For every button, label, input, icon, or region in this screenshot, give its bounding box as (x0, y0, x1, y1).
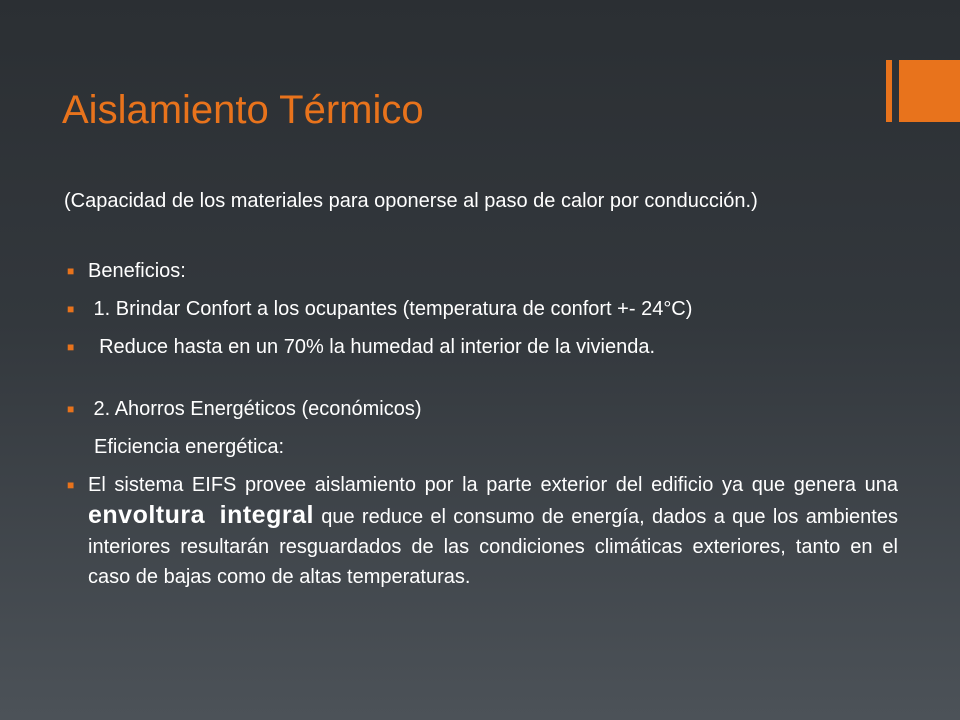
bullet-humidity (64, 332, 898, 362)
slide-title: Aislamiento Térmico (62, 88, 424, 132)
bullet-benefits (64, 256, 898, 286)
bullet-text: Beneficios: (88, 260, 186, 282)
intro-text: (Capacidad de los materiales para oponerse al paso de calor por conducción.) (64, 190, 758, 212)
bullet-text: Reduce hasta en un 70% la humedad al interior de la vivienda. (88, 336, 656, 358)
efficiency-label: Eficiencia energética: (94, 436, 285, 458)
eifs-text-part1: El sistema EIFS provee aislamiento por la parte exterior del edificio ya que genera una (88, 474, 898, 496)
bullet-text: 2. Ahorros Energéticos (económicos) (88, 398, 422, 420)
bullet-eifs (64, 470, 898, 592)
eifs-text-part2: que reduce el consumo de energía, dados a que los ambientes interiores resultarán resguardados de las condiciones climáticas exteriores, tanto en el caso de bajas como de altas temperaturas. (88, 506, 898, 588)
bullet-savings (64, 394, 898, 424)
eifs-emphasis-envoltura: envoltura (88, 501, 206, 529)
slide-body (64, 186, 898, 600)
accent-bar-block (899, 60, 960, 122)
bullet-comfort (64, 294, 898, 324)
eifs-emphasis-integral: integral (219, 501, 314, 529)
bullet-square-icon: ■ (67, 340, 75, 354)
bullet-square-icon: ■ (67, 402, 75, 416)
bullet-text: 1. Brindar Confort a los ocupantes (temperatura de confort +- 24°C) (88, 298, 693, 320)
bullet-square-icon: ■ (67, 478, 75, 492)
accent-bar-thin (886, 60, 892, 122)
eifs-gap (205, 506, 220, 528)
bullet-square-icon: ■ (67, 302, 75, 316)
bullet-square-icon: ■ (67, 264, 75, 278)
